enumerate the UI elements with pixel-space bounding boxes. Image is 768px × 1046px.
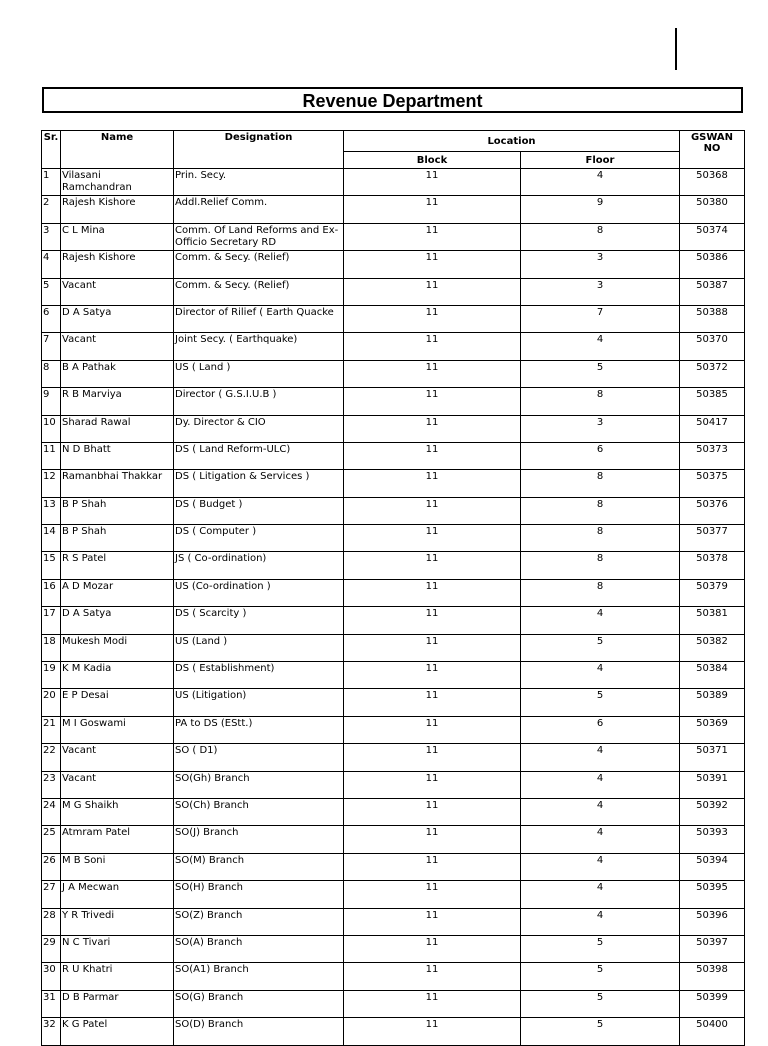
cell-sr: 14 <box>42 525 61 552</box>
cell-sr: 1 <box>42 169 61 196</box>
cell-name: D A Satya <box>61 607 174 634</box>
cell-floor: 4 <box>521 798 680 825</box>
header-sr: Sr. <box>42 131 61 169</box>
cell-floor: 5 <box>521 1018 680 1045</box>
cell-block: 11 <box>344 278 521 305</box>
cell-designation: SO(D) Branch <box>174 1018 344 1045</box>
cell-gswan: 50379 <box>680 579 745 606</box>
cell-sr: 20 <box>42 689 61 716</box>
directory-table <box>41 130 745 1046</box>
cell-gswan: 50376 <box>680 497 745 524</box>
cell-sr: 3 <box>42 223 61 250</box>
table-row <box>42 744 745 771</box>
cell-gswan: 50374 <box>680 223 745 250</box>
header-name: Name <box>61 131 174 169</box>
cell-designation: US ( Land ) <box>174 360 344 387</box>
cell-designation: SO ( D1) <box>174 744 344 771</box>
cell-block: 11 <box>344 771 521 798</box>
table-row <box>42 935 745 962</box>
cell-gswan: 50369 <box>680 716 745 743</box>
cell-designation: US (Litigation) <box>174 689 344 716</box>
cell-block: 11 <box>344 826 521 853</box>
cell-block: 11 <box>344 1018 521 1045</box>
cell-sr: 7 <box>42 333 61 360</box>
cell-name: Vacant <box>61 744 174 771</box>
cell-sr: 6 <box>42 305 61 332</box>
cell-name: Atmram Patel <box>61 826 174 853</box>
text-cursor-line <box>675 28 677 70</box>
cell-name: D B Parmar <box>61 990 174 1017</box>
cell-gswan: 50377 <box>680 525 745 552</box>
cell-gswan: 50399 <box>680 990 745 1017</box>
cell-floor: 8 <box>521 497 680 524</box>
cell-name: B P Shah <box>61 525 174 552</box>
table-row <box>42 525 745 552</box>
cell-floor: 8 <box>521 552 680 579</box>
page-title: Revenue Department <box>302 91 483 111</box>
cell-sr: 22 <box>42 744 61 771</box>
cell-block: 11 <box>344 634 521 661</box>
cell-designation: SO(Ch) Branch <box>174 798 344 825</box>
table-row <box>42 826 745 853</box>
cell-gswan: 50391 <box>680 771 745 798</box>
cell-name: N C Tivari <box>61 935 174 962</box>
table-row <box>42 634 745 661</box>
cell-name: B P Shah <box>61 497 174 524</box>
cell-block: 11 <box>344 333 521 360</box>
cell-block: 11 <box>344 963 521 990</box>
cell-designation: JS ( Co-ordination) <box>174 552 344 579</box>
cell-gswan: 50380 <box>680 196 745 223</box>
cell-block: 11 <box>344 196 521 223</box>
cell-block: 11 <box>344 579 521 606</box>
cell-block: 11 <box>344 552 521 579</box>
cell-name: Sharad Rawal <box>61 415 174 442</box>
cell-floor: 4 <box>521 169 680 196</box>
cell-sr: 26 <box>42 853 61 880</box>
cell-floor: 4 <box>521 826 680 853</box>
cell-sr: 32 <box>42 1018 61 1045</box>
cell-block: 11 <box>344 662 521 689</box>
cell-block: 11 <box>344 798 521 825</box>
cell-block: 11 <box>344 908 521 935</box>
cell-designation: Dy. Director & CIO <box>174 415 344 442</box>
cell-block: 11 <box>344 470 521 497</box>
header-block: Block <box>344 152 521 169</box>
cell-sr: 2 <box>42 196 61 223</box>
cell-floor: 4 <box>521 662 680 689</box>
cell-floor: 6 <box>521 716 680 743</box>
cell-sr: 27 <box>42 881 61 908</box>
cell-block: 11 <box>344 415 521 442</box>
cell-designation: US (Co-ordination ) <box>174 579 344 606</box>
cell-sr: 8 <box>42 360 61 387</box>
table-row <box>42 415 745 442</box>
table-row <box>42 251 745 278</box>
cell-name: Mukesh Modi <box>61 634 174 661</box>
table-row <box>42 908 745 935</box>
cell-name: K M Kadia <box>61 662 174 689</box>
cell-name: Ramanbhai Thakkar <box>61 470 174 497</box>
cell-sr: 4 <box>42 251 61 278</box>
cell-block: 11 <box>344 388 521 415</box>
cell-gswan: 50378 <box>680 552 745 579</box>
cell-designation: SO(Z) Branch <box>174 908 344 935</box>
cell-name: R S Patel <box>61 552 174 579</box>
cell-sr: 24 <box>42 798 61 825</box>
cell-floor: 4 <box>521 607 680 634</box>
table-row <box>42 388 745 415</box>
cell-designation: Director of Rilief ( Earth Quacke <box>174 305 344 332</box>
cell-name: E P Desai <box>61 689 174 716</box>
cell-floor: 4 <box>521 881 680 908</box>
cell-block: 11 <box>344 935 521 962</box>
cell-sr: 9 <box>42 388 61 415</box>
cell-gswan: 50373 <box>680 442 745 469</box>
cell-gswan: 50384 <box>680 662 745 689</box>
cell-block: 11 <box>344 442 521 469</box>
cell-name: C L Mina <box>61 223 174 250</box>
cell-floor: 5 <box>521 935 680 962</box>
cell-gswan: 50400 <box>680 1018 745 1045</box>
cell-sr: 31 <box>42 990 61 1017</box>
table-row <box>42 990 745 1017</box>
cell-gswan: 50389 <box>680 689 745 716</box>
cell-sr: 12 <box>42 470 61 497</box>
cell-gswan: 50417 <box>680 415 745 442</box>
header-gswan: GSWAN NO <box>680 131 745 169</box>
cell-name: B A Pathak <box>61 360 174 387</box>
cell-block: 11 <box>344 853 521 880</box>
table-row <box>42 579 745 606</box>
cell-block: 11 <box>344 169 521 196</box>
cell-block: 11 <box>344 716 521 743</box>
cell-gswan: 50375 <box>680 470 745 497</box>
cell-name: N D Bhatt <box>61 442 174 469</box>
cell-name: M I Goswami <box>61 716 174 743</box>
table-row <box>42 963 745 990</box>
cell-gswan: 50371 <box>680 744 745 771</box>
cell-name: R U Khatri <box>61 963 174 990</box>
cell-designation: Director ( G.S.I.U.B ) <box>174 388 344 415</box>
cell-name: K G Patel <box>61 1018 174 1045</box>
cell-floor: 4 <box>521 853 680 880</box>
cell-designation: Addl.Relief Comm. <box>174 196 344 223</box>
cell-gswan: 50398 <box>680 963 745 990</box>
cell-gswan: 50370 <box>680 333 745 360</box>
cell-floor: 5 <box>521 634 680 661</box>
cell-floor: 6 <box>521 442 680 469</box>
cell-name: Vacant <box>61 278 174 305</box>
cell-floor: 4 <box>521 744 680 771</box>
cell-name: Vacant <box>61 771 174 798</box>
cell-name: Vilasani Ramchandran <box>61 169 174 196</box>
cell-designation: DS ( Litigation & Services ) <box>174 470 344 497</box>
cell-block: 11 <box>344 689 521 716</box>
cell-designation: Comm. Of Land Reforms and Ex-Officio Secretary RD <box>174 223 344 250</box>
cell-sr: 10 <box>42 415 61 442</box>
table-row <box>42 169 745 196</box>
cell-name: R B Marviya <box>61 388 174 415</box>
cell-gswan: 50394 <box>680 853 745 880</box>
cell-designation: DS ( Establishment) <box>174 662 344 689</box>
cell-block: 11 <box>344 497 521 524</box>
cell-name: M B Soni <box>61 853 174 880</box>
table-body <box>42 169 745 1046</box>
cell-name: A D Mozar <box>61 579 174 606</box>
cell-designation: Prin. Secy. <box>174 169 344 196</box>
table-row <box>42 305 745 332</box>
cell-sr: 5 <box>42 278 61 305</box>
cell-sr: 30 <box>42 963 61 990</box>
cell-sr: 28 <box>42 908 61 935</box>
cell-designation: SO(H) Branch <box>174 881 344 908</box>
cell-name: Rajesh Kishore <box>61 251 174 278</box>
table-row <box>42 881 745 908</box>
cell-gswan: 50395 <box>680 881 745 908</box>
cell-designation: SO(G) Branch <box>174 990 344 1017</box>
table-row <box>42 689 745 716</box>
table-row <box>42 662 745 689</box>
table-row <box>42 278 745 305</box>
table-row <box>42 470 745 497</box>
cell-floor: 4 <box>521 333 680 360</box>
cell-block: 11 <box>344 360 521 387</box>
table-row <box>42 333 745 360</box>
cell-floor: 3 <box>521 415 680 442</box>
cell-designation: Comm. & Secy. (Relief) <box>174 251 344 278</box>
cell-gswan: 50382 <box>680 634 745 661</box>
cell-floor: 5 <box>521 360 680 387</box>
cell-floor: 3 <box>521 278 680 305</box>
cell-gswan: 50388 <box>680 305 745 332</box>
cell-name: J A Mecwan <box>61 881 174 908</box>
cell-floor: 8 <box>521 388 680 415</box>
cell-designation: US (Land ) <box>174 634 344 661</box>
cell-gswan: 50381 <box>680 607 745 634</box>
cell-designation: DS ( Budget ) <box>174 497 344 524</box>
cell-gswan: 50392 <box>680 798 745 825</box>
cell-sr: 19 <box>42 662 61 689</box>
cell-gswan: 50387 <box>680 278 745 305</box>
cell-block: 11 <box>344 525 521 552</box>
table-row <box>42 442 745 469</box>
cell-floor: 9 <box>521 196 680 223</box>
header-designation: Designation <box>174 131 344 169</box>
cell-floor: 3 <box>521 251 680 278</box>
cell-floor: 5 <box>521 990 680 1017</box>
cell-floor: 4 <box>521 908 680 935</box>
cell-floor: 7 <box>521 305 680 332</box>
table-row <box>42 497 745 524</box>
cell-name: Rajesh Kishore <box>61 196 174 223</box>
cell-block: 11 <box>344 223 521 250</box>
header-location: Location <box>344 131 680 152</box>
table-row <box>42 607 745 634</box>
cell-floor: 8 <box>521 223 680 250</box>
cell-sr: 15 <box>42 552 61 579</box>
cell-sr: 16 <box>42 579 61 606</box>
cell-block: 11 <box>344 305 521 332</box>
table-row <box>42 716 745 743</box>
cell-sr: 18 <box>42 634 61 661</box>
cell-gswan: 50368 <box>680 169 745 196</box>
cell-designation: SO(Gh) Branch <box>174 771 344 798</box>
table-row <box>42 223 745 250</box>
table-row <box>42 771 745 798</box>
cell-floor: 4 <box>521 771 680 798</box>
cell-floor: 8 <box>521 525 680 552</box>
cell-sr: 29 <box>42 935 61 962</box>
cell-block: 11 <box>344 251 521 278</box>
cell-gswan: 50385 <box>680 388 745 415</box>
header-floor: Floor <box>521 152 680 169</box>
cell-designation: SO(J) Branch <box>174 826 344 853</box>
cell-block: 11 <box>344 990 521 1017</box>
table-row <box>42 798 745 825</box>
cell-designation: DS ( Computer ) <box>174 525 344 552</box>
cell-designation: Comm. & Secy. (Relief) <box>174 278 344 305</box>
table-header <box>42 131 745 169</box>
table-row <box>42 360 745 387</box>
cell-sr: 11 <box>42 442 61 469</box>
cell-floor: 8 <box>521 470 680 497</box>
cell-floor: 5 <box>521 689 680 716</box>
table-row <box>42 853 745 880</box>
cell-sr: 25 <box>42 826 61 853</box>
cell-name: Y R Trivedi <box>61 908 174 935</box>
cell-sr: 23 <box>42 771 61 798</box>
cell-floor: 5 <box>521 963 680 990</box>
cell-gswan: 50386 <box>680 251 745 278</box>
cell-gswan: 50393 <box>680 826 745 853</box>
cell-designation: PA to DS (EStt.) <box>174 716 344 743</box>
cell-sr: 13 <box>42 497 61 524</box>
cell-designation: SO(M) Branch <box>174 853 344 880</box>
table-row <box>42 1018 745 1045</box>
cell-designation: DS ( Scarcity ) <box>174 607 344 634</box>
cell-designation: DS ( Land Reform-ULC) <box>174 442 344 469</box>
cell-name: Vacant <box>61 333 174 360</box>
cell-designation: Joint Secy. ( Earthquake) <box>174 333 344 360</box>
title-box <box>42 87 743 113</box>
cell-block: 11 <box>344 607 521 634</box>
table-row <box>42 196 745 223</box>
cell-floor: 8 <box>521 579 680 606</box>
cell-gswan: 50396 <box>680 908 745 935</box>
cell-block: 11 <box>344 744 521 771</box>
cell-gswan: 50397 <box>680 935 745 962</box>
cell-name: D A Satya <box>61 305 174 332</box>
cell-sr: 17 <box>42 607 61 634</box>
cell-designation: SO(A1) Branch <box>174 963 344 990</box>
cell-gswan: 50372 <box>680 360 745 387</box>
table-row <box>42 552 745 579</box>
cell-name: M G Shaikh <box>61 798 174 825</box>
cell-designation: SO(A) Branch <box>174 935 344 962</box>
cell-block: 11 <box>344 881 521 908</box>
cell-sr: 21 <box>42 716 61 743</box>
